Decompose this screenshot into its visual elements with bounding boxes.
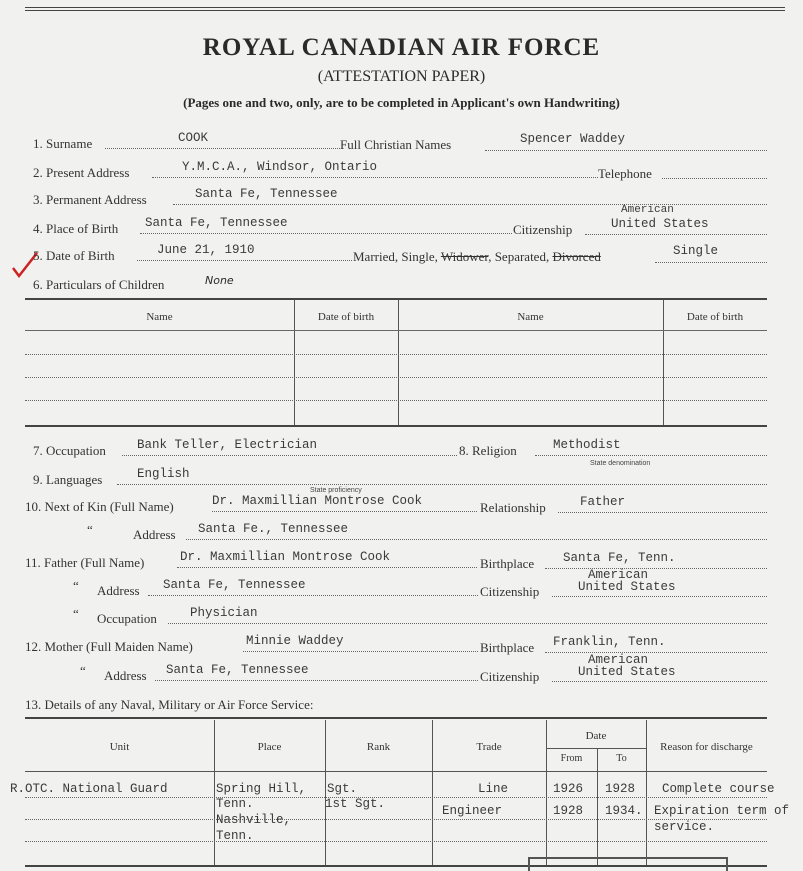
place-of-birth-label: 4. Place of Birth	[33, 221, 119, 236]
christian-names-value: Spencer Waddey	[520, 132, 626, 146]
relationship-value: Father	[580, 495, 626, 509]
service-header-place: Place	[257, 741, 282, 753]
surname-label: 1. Surname	[33, 136, 93, 151]
service-place: Spring Hill,	[216, 782, 307, 796]
surname-value: COOK	[178, 131, 209, 145]
christian-names-label: Full Christian Names	[340, 137, 452, 152]
religion-label: 8. Religion	[459, 443, 517, 458]
service-rank: Sgt.	[327, 782, 358, 796]
page-title: ROYAL CANADIAN AIR FORCE	[202, 34, 601, 61]
service-rank: 1st Sgt.	[325, 797, 386, 811]
service-unit: R.OTC. National Guard	[10, 782, 168, 796]
service-reason: service.	[654, 820, 715, 834]
next-of-kin-value: Dr. Maxmillian Montrose Cook	[212, 494, 423, 508]
mother-birthplace-value: Franklin, Tenn.	[553, 635, 666, 649]
father-birthplace-label: Birthplace	[480, 556, 535, 571]
mother-nationality: American	[588, 653, 649, 667]
service-header-date: Date	[585, 730, 607, 742]
service-from: 1928	[553, 804, 584, 818]
service-header-reason: Reason for discharge	[660, 741, 753, 753]
children-value: None	[205, 274, 234, 287]
father-address-label: Address	[97, 583, 140, 598]
service-from: 1926	[553, 782, 584, 796]
date-of-birth-label: 5. Date of Birth	[33, 248, 115, 263]
top-rule	[25, 7, 785, 8]
present-address-value: Y.M.C.A., Windsor, Ontario	[182, 160, 378, 174]
service-trade: Line	[478, 782, 509, 796]
children-header-dob-2: Date of birth	[686, 311, 744, 323]
next-of-kin-label: 10. Next of Kin (Full Name)	[25, 499, 174, 514]
service-header-trade: Trade	[476, 741, 502, 753]
telephone-label: Telephone	[598, 166, 652, 181]
mother-birthplace-label: Birthplace	[480, 640, 535, 655]
service-trade: Engineer	[442, 804, 503, 818]
children-label: 6. Particulars of Children	[33, 277, 165, 292]
mother-address-value: Santa Fe, Tennessee	[166, 663, 309, 677]
mother-address-label: Address	[104, 668, 147, 683]
subtitle: (ATTESTATION PAPER)	[317, 68, 486, 85]
relationship-label: Relationship	[480, 500, 546, 515]
permanent-address-label: 3. Permanent Address	[33, 192, 147, 207]
present-address-label: 2. Present Address	[33, 165, 130, 180]
languages-hint: State proficiency	[310, 487, 362, 494]
religion-hint: State denomination	[590, 460, 651, 467]
mother-value: Minnie Waddey	[246, 634, 344, 648]
father-citizenship-value: United States	[578, 580, 676, 594]
mother-citizenship-value: United States	[578, 665, 676, 679]
marital-status-value: Single	[673, 244, 719, 258]
kin-address-value: Santa Fe., Tennessee	[198, 522, 349, 536]
service-header-to: To	[616, 753, 627, 764]
children-header-name-2: Name	[517, 311, 544, 323]
kin-address-label: Address	[133, 527, 176, 542]
service-header-rank: Rank	[366, 741, 391, 753]
ditto-mark: “	[80, 663, 86, 678]
father-citizenship-label: Citizenship	[480, 584, 540, 599]
service-reason: Expiration term of	[654, 804, 790, 818]
ditto-mark: “	[73, 606, 79, 621]
languages-label: 9. Languages	[33, 472, 103, 487]
ditto-mark: “	[87, 522, 93, 537]
father-birthplace-value: Santa Fe, Tenn.	[563, 551, 676, 565]
top-rule	[25, 10, 785, 11]
mother-citizenship-label: Citizenship	[480, 669, 540, 684]
ditto-mark: “	[73, 578, 79, 593]
occupation-value: Bank Teller, Electrician	[137, 438, 318, 452]
children-header-name: Name	[146, 311, 173, 323]
marital-options: Married, Single, Widower, Separated, Divorced	[353, 249, 601, 264]
citizenship-label: Citizenship	[513, 222, 573, 237]
service-header-from: From	[560, 753, 583, 764]
instructions: (Pages one and two, only, are to be completed in Applicant's own Handwriting)	[183, 95, 620, 110]
father-address-value: Santa Fe, Tennessee	[163, 578, 306, 592]
service-place: Tenn.	[216, 797, 254, 811]
occupation-label: 7. Occupation	[33, 443, 106, 458]
citizenship-nationality: American	[621, 204, 674, 216]
citizenship-value: United States	[611, 217, 709, 231]
children-header-dob: Date of birth	[317, 311, 375, 323]
father-value: Dr. Maxmillian Montrose Cook	[180, 550, 391, 564]
father-label: 11. Father (Full Name)	[25, 555, 145, 570]
stamp-box	[528, 857, 728, 871]
service-label: 13. Details of any Naval, Military or Air Force Service:	[25, 697, 314, 712]
service-to: 1934.	[605, 804, 643, 818]
religion-value: Methodist	[553, 438, 621, 452]
service-header-unit: Unit	[109, 741, 130, 753]
father-occupation-value: Physician	[190, 606, 258, 620]
service-place: Tenn.	[216, 829, 254, 843]
permanent-address-value: Santa Fe, Tennessee	[195, 187, 338, 201]
date-of-birth-value: June 21, 1910	[157, 243, 255, 257]
father-nationality: American	[588, 568, 649, 582]
place-of-birth-value: Santa Fe, Tennessee	[145, 216, 288, 230]
languages-value: English	[137, 467, 190, 481]
service-to: 1928	[605, 782, 636, 796]
father-occupation-label: Occupation	[97, 611, 157, 626]
service-place: Nashville,	[216, 813, 292, 827]
service-reason: Complete course	[662, 782, 775, 796]
mother-label: 12. Mother (Full Maiden Name)	[25, 639, 193, 654]
